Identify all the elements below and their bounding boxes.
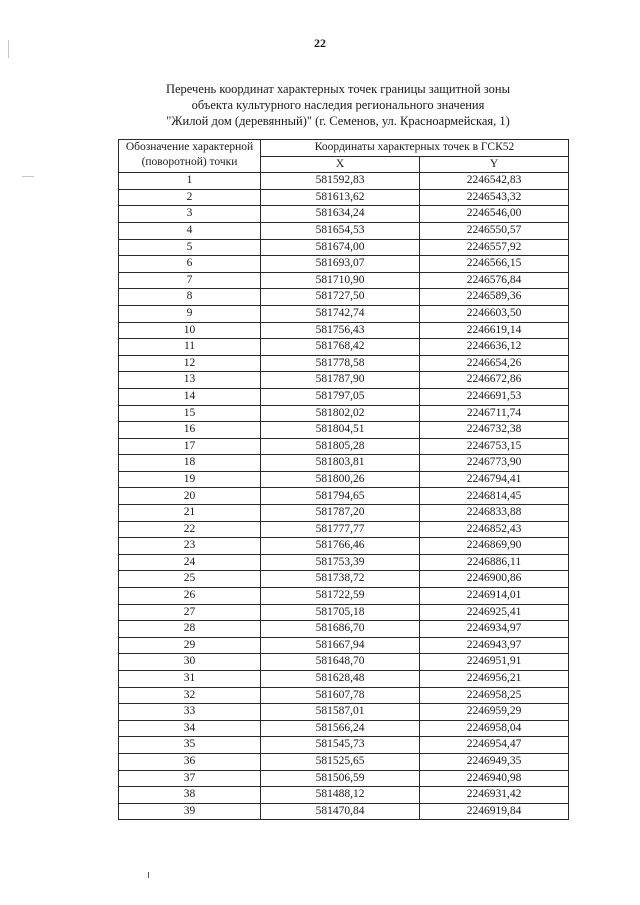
cell-point: 9 xyxy=(119,305,261,322)
table-row xyxy=(119,322,569,339)
cell-x: 581727,50 xyxy=(261,289,420,306)
table-row xyxy=(119,173,569,190)
cell-y: 2246566,15 xyxy=(420,256,569,273)
cell-point: 35 xyxy=(119,737,261,754)
scan-artifact xyxy=(22,176,34,177)
cell-y: 2246732,38 xyxy=(420,422,569,439)
cell-x: 581722,59 xyxy=(261,588,420,605)
cell-y: 2246773,90 xyxy=(420,455,569,472)
table-row xyxy=(119,671,569,688)
cell-x: 581686,70 xyxy=(261,621,420,638)
cell-x: 581566,24 xyxy=(261,720,420,737)
cell-y: 2246852,43 xyxy=(420,521,569,538)
cell-y: 2246951,91 xyxy=(420,654,569,671)
cell-y: 2246546,00 xyxy=(420,206,569,223)
table-row xyxy=(119,753,569,770)
cell-x: 581768,42 xyxy=(261,339,420,356)
scan-artifact xyxy=(8,40,9,58)
document-title xyxy=(118,81,558,129)
cell-y: 2246949,35 xyxy=(420,753,569,770)
cell-point: 5 xyxy=(119,239,261,256)
cell-point: 1 xyxy=(119,173,261,190)
cell-point: 3 xyxy=(119,206,261,223)
cell-y: 2246869,90 xyxy=(420,538,569,555)
cell-x: 581802,02 xyxy=(261,405,420,422)
table-row xyxy=(119,289,569,306)
cell-y: 2246654,26 xyxy=(420,355,569,372)
title-line-3: "Жилой дом (деревянный)" (г. Семенов, ул. Красноармейская, 1) xyxy=(166,114,510,128)
cell-point: 7 xyxy=(119,272,261,289)
cell-x: 581654,53 xyxy=(261,222,420,239)
cell-y: 2246619,14 xyxy=(420,322,569,339)
cell-y: 2246958,25 xyxy=(420,687,569,704)
table-row xyxy=(119,438,569,455)
cell-y: 2246753,15 xyxy=(420,438,569,455)
cell-point: 2 xyxy=(119,189,261,206)
cell-point: 12 xyxy=(119,355,261,372)
cell-x: 581634,24 xyxy=(261,206,420,223)
cell-point: 13 xyxy=(119,372,261,389)
table-row xyxy=(119,521,569,538)
table-row xyxy=(119,654,569,671)
cell-y: 2246550,57 xyxy=(420,222,569,239)
table-row xyxy=(119,554,569,571)
cell-y: 2246919,84 xyxy=(420,803,569,820)
table-row xyxy=(119,189,569,206)
table-row xyxy=(119,239,569,256)
cell-x: 581738,72 xyxy=(261,571,420,588)
cell-point: 29 xyxy=(119,637,261,654)
cell-x: 581648,70 xyxy=(261,654,420,671)
cell-y: 2246542,83 xyxy=(420,173,569,190)
cell-x: 581506,59 xyxy=(261,770,420,787)
cell-point: 17 xyxy=(119,438,261,455)
cell-x: 581628,48 xyxy=(261,671,420,688)
table-row xyxy=(119,488,569,505)
cell-x: 581787,90 xyxy=(261,372,420,389)
cell-x: 581613,62 xyxy=(261,189,420,206)
cell-y: 2246603,50 xyxy=(420,305,569,322)
table-row xyxy=(119,571,569,588)
cell-y: 2246886,11 xyxy=(420,554,569,571)
cell-point: 24 xyxy=(119,554,261,571)
cell-x: 581805,28 xyxy=(261,438,420,455)
cell-y: 2246943,97 xyxy=(420,637,569,654)
cell-point: 31 xyxy=(119,671,261,688)
table-row xyxy=(119,637,569,654)
cell-point: 25 xyxy=(119,571,261,588)
table-row xyxy=(119,405,569,422)
table-row xyxy=(119,737,569,754)
table-row xyxy=(119,505,569,522)
cell-point: 34 xyxy=(119,720,261,737)
cell-point: 39 xyxy=(119,803,261,820)
cell-y: 2246914,01 xyxy=(420,588,569,605)
cell-point: 8 xyxy=(119,289,261,306)
cell-x: 581756,43 xyxy=(261,322,420,339)
cell-y: 2246636,12 xyxy=(420,339,569,356)
title-line-1: Перечень координат характерных точек границы защитной зоны xyxy=(165,82,511,96)
cell-y: 2246814,45 xyxy=(420,488,569,505)
cell-x: 581787,20 xyxy=(261,505,420,522)
cell-x: 581545,73 xyxy=(261,737,420,754)
cell-y: 2246543,32 xyxy=(420,189,569,206)
table-row xyxy=(119,787,569,804)
cell-point: 22 xyxy=(119,521,261,538)
table-row xyxy=(119,687,569,704)
cell-x: 581667,94 xyxy=(261,637,420,654)
table-body xyxy=(119,173,569,820)
cell-y: 2246833,88 xyxy=(420,505,569,522)
table-row xyxy=(119,355,569,372)
cell-y: 2246589,36 xyxy=(420,289,569,306)
cell-point: 19 xyxy=(119,471,261,488)
cell-x: 581742,74 xyxy=(261,305,420,322)
header-coordinates: Координаты характерных точек в ГСК52 xyxy=(261,140,569,157)
cell-y: 2246958,04 xyxy=(420,720,569,737)
title-line-2: объекта культурного наследия регионального значения xyxy=(191,98,485,112)
table-row xyxy=(119,422,569,439)
cell-y: 2246959,29 xyxy=(420,704,569,721)
table-row xyxy=(119,538,569,555)
cell-x: 581470,84 xyxy=(261,803,420,820)
cell-point: 38 xyxy=(119,787,261,804)
cell-x: 581674,00 xyxy=(261,239,420,256)
cell-x: 581592,83 xyxy=(261,173,420,190)
scan-artifact xyxy=(148,872,149,878)
table-row xyxy=(119,272,569,289)
table-row xyxy=(119,621,569,638)
table-row xyxy=(119,388,569,405)
table-row xyxy=(119,206,569,223)
cell-point: 23 xyxy=(119,538,261,555)
cell-point: 10 xyxy=(119,322,261,339)
cell-point: 26 xyxy=(119,588,261,605)
table-row xyxy=(119,588,569,605)
cell-y: 2246925,41 xyxy=(420,604,569,621)
table-row xyxy=(119,770,569,787)
table-row xyxy=(119,372,569,389)
table-row xyxy=(119,471,569,488)
cell-x: 581797,05 xyxy=(261,388,420,405)
cell-x: 581804,51 xyxy=(261,422,420,439)
cell-x: 581693,07 xyxy=(261,256,420,273)
table-row xyxy=(119,803,569,820)
table-row xyxy=(119,720,569,737)
cell-y: 2246954,47 xyxy=(420,737,569,754)
cell-y: 2246900,86 xyxy=(420,571,569,588)
cell-point: 16 xyxy=(119,422,261,439)
cell-point: 33 xyxy=(119,704,261,721)
cell-y: 2246940,98 xyxy=(420,770,569,787)
cell-y: 2246956,21 xyxy=(420,671,569,688)
cell-x: 581710,90 xyxy=(261,272,420,289)
cell-x: 581705,18 xyxy=(261,604,420,621)
cell-point: 28 xyxy=(119,621,261,638)
cell-point: 14 xyxy=(119,388,261,405)
cell-x: 581777,77 xyxy=(261,521,420,538)
table-row xyxy=(119,222,569,239)
cell-y: 2246557,92 xyxy=(420,239,569,256)
cell-y: 2246672,86 xyxy=(420,372,569,389)
cell-y: 2246576,84 xyxy=(420,272,569,289)
cell-point: 37 xyxy=(119,770,261,787)
cell-point: 32 xyxy=(119,687,261,704)
cell-point: 18 xyxy=(119,455,261,472)
cell-y: 2246931,42 xyxy=(420,787,569,804)
cell-x: 581607,78 xyxy=(261,687,420,704)
table-row xyxy=(119,256,569,273)
cell-x: 581587,01 xyxy=(261,704,420,721)
cell-point: 21 xyxy=(119,505,261,522)
table-row xyxy=(119,455,569,472)
cell-point: 6 xyxy=(119,256,261,273)
cell-x: 581753,39 xyxy=(261,554,420,571)
cell-point: 4 xyxy=(119,222,261,239)
cell-x: 581488,12 xyxy=(261,787,420,804)
page-number: 22 xyxy=(314,36,326,50)
cell-point: 30 xyxy=(119,654,261,671)
cell-y: 2246711,74 xyxy=(420,405,569,422)
header-x: X xyxy=(261,156,420,173)
cell-x: 581800,26 xyxy=(261,471,420,488)
cell-point: 11 xyxy=(119,339,261,356)
table-row xyxy=(119,305,569,322)
header-y: Y xyxy=(420,156,569,173)
cell-point: 20 xyxy=(119,488,261,505)
table-row xyxy=(119,604,569,621)
cell-y: 2246691,53 xyxy=(420,388,569,405)
cell-point: 36 xyxy=(119,753,261,770)
cell-x: 581525,65 xyxy=(261,753,420,770)
cell-point: 15 xyxy=(119,405,261,422)
cell-x: 581794,65 xyxy=(261,488,420,505)
table-row xyxy=(119,339,569,356)
cell-y: 2246794,41 xyxy=(420,471,569,488)
header-point-designation: Обозначение характерной (поворотной) точки xyxy=(119,140,261,173)
coordinates-table xyxy=(118,139,569,820)
cell-x: 581778,58 xyxy=(261,355,420,372)
cell-point: 27 xyxy=(119,604,261,621)
cell-y: 2246934,97 xyxy=(420,621,569,638)
cell-x: 581766,46 xyxy=(261,538,420,555)
table-row xyxy=(119,704,569,721)
cell-x: 581803,81 xyxy=(261,455,420,472)
